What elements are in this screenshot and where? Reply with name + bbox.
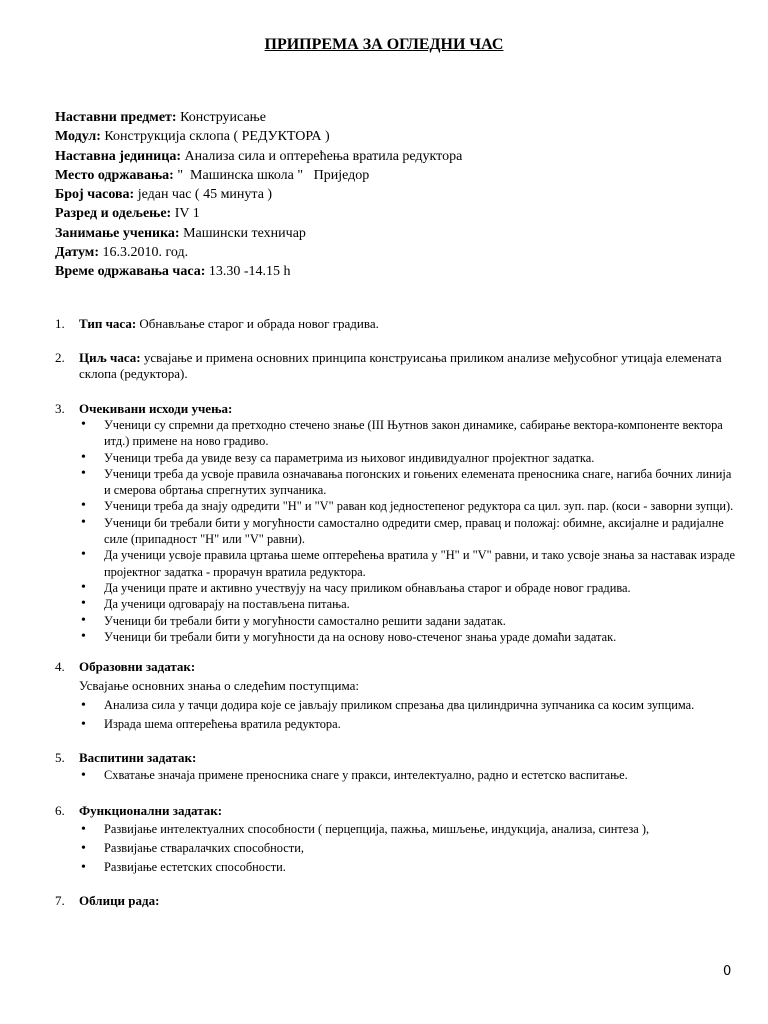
list-item: • Да ученици одговарају на постављена питања. bbox=[79, 596, 735, 612]
section-label: Циљ часа: bbox=[79, 349, 141, 365]
list-item: • Ученици су спремни да претходно стечено знање (III Њутнов закон динамике, сабирање вектора-компоненте вектора итд.) примене на ново градиво. bbox=[79, 417, 735, 450]
list-item: • Ученици треба да увиде везу са параметрима из њиховог индивидуалног пројектног задатка. bbox=[79, 450, 735, 466]
document-title: ПРИПРЕМА ЗА ОГЛЕДНИ ЧАС bbox=[264, 36, 504, 53]
meta-value: Анализа сила и оптерећења вратила редуктора bbox=[184, 148, 463, 164]
meta-label: Датум: bbox=[55, 245, 99, 261]
lesson-sections bbox=[55, 316, 735, 909]
section-number: 6. bbox=[55, 803, 65, 819]
meta-value: 16.3.2010. год. bbox=[102, 245, 189, 261]
list-item: • Израда шема оптерећења вратила редуктора. bbox=[79, 715, 735, 734]
section-lesson-goal bbox=[55, 350, 735, 383]
section-text: усвајање и примена основних принципа конструисања приликом анализе међусобног утицаја елемената склопа (редуктора). bbox=[79, 349, 722, 381]
meta-row-hours bbox=[55, 185, 735, 204]
list-item: • Ученици треба да знају одредити "H" и "V" раван код једностепеног редуктора са цил. зуп. пар. (коси - заворни зупци). bbox=[79, 498, 735, 514]
meta-row-location bbox=[55, 166, 735, 185]
meta-label: Место одржавања: bbox=[55, 167, 174, 183]
meta-row-date bbox=[55, 243, 735, 262]
meta-row-subject bbox=[55, 108, 735, 127]
meta-value: један час ( 45 минута ) bbox=[137, 187, 273, 203]
list-item: • Ученици би требали бити у могућности да на основу ново-стеченог знања ураде домаћи задатак. bbox=[79, 629, 735, 645]
meta-row-time bbox=[55, 262, 735, 281]
section-label: Функционални задатак: bbox=[79, 803, 223, 819]
meta-value: " Машинска школа " Приједор bbox=[177, 167, 370, 183]
list-item: • Ученици би требали бити у могућности самостално решити задани задатак. bbox=[79, 613, 735, 629]
section-text: Обнављање старог и обрада новог градива. bbox=[139, 316, 379, 331]
list-item: • Анализа сила у тачци додира које се јављају приликом спрезања два цилиндрична зупчаника са косим зупцима. bbox=[79, 696, 735, 715]
meta-row-class bbox=[55, 204, 735, 223]
list-item: • Схватање значаја примене преносника снаге у пракси, интелектуално, радно и естетско васпитање. bbox=[79, 766, 735, 785]
section-educational-task bbox=[55, 659, 735, 734]
section-label: Облици рада: bbox=[79, 892, 160, 908]
meta-row-module bbox=[55, 127, 735, 146]
section-learning-outcomes bbox=[55, 401, 735, 646]
section-label: Тип часа: bbox=[79, 316, 137, 331]
meta-label: Наставни предмет: bbox=[55, 110, 177, 125]
section-work-forms bbox=[55, 893, 735, 910]
section-functional-task bbox=[55, 803, 735, 877]
meta-label: Занимање ученика: bbox=[55, 225, 180, 241]
section-number: 2. bbox=[55, 349, 65, 365]
educational-task-list bbox=[55, 696, 735, 734]
meta-row-unit bbox=[55, 147, 735, 166]
lesson-metadata bbox=[55, 108, 735, 282]
section-number: 3. bbox=[55, 400, 65, 416]
meta-label: Наставна јединица: bbox=[55, 148, 181, 164]
meta-value: Конструкција склопа ( РЕДУКТОРА ) bbox=[104, 129, 330, 145]
page-number: 0 bbox=[723, 964, 732, 979]
list-item: • Развијање стваралачких способности, bbox=[79, 839, 735, 858]
section-number: 1. bbox=[55, 316, 65, 331]
list-item: • Развијање естетских способности. bbox=[79, 858, 735, 877]
list-item: • Развијање интелектуалних способности ( перцепција, пажња, мишљење, индукција, анализа, синтеза ), bbox=[79, 820, 735, 839]
section-label: Васпитини задатак: bbox=[79, 749, 197, 765]
list-item: • Да ученици прате и активно учествују на часу приликом обнављања старог и обраде новог градива. bbox=[79, 580, 735, 596]
section-upbringing-task bbox=[55, 750, 735, 786]
section-number: 4. bbox=[55, 659, 65, 675]
meta-value: IV 1 bbox=[174, 206, 200, 222]
meta-label: Време одржавања часа: bbox=[55, 264, 206, 280]
list-item: • Да ученици усвоје правила цртања шеме оптерећења вратила у "H" и "V" равни, и тако усвоје знања за наставак израде пројектног задатка - прорачун вратила редуктора. bbox=[79, 547, 735, 580]
meta-label: Разред и одељење: bbox=[55, 206, 172, 222]
list-item: • Ученици би требали бити у могућности самостално одредити смер, правац и положај: обимне, аксијалне и радијалне силе (припадност "H" или "V" равни). bbox=[79, 515, 735, 548]
meta-value: Машински техничар bbox=[183, 225, 306, 241]
section-label: Образовни задатак: bbox=[79, 659, 196, 675]
section-lesson-type bbox=[55, 316, 735, 333]
functional-task-list bbox=[55, 820, 735, 877]
list-item: • Ученици треба да усвоје правила означавања погонских и гоњених елемената преносника снаге, нагиба бочних линија и смерова обртања спрегнутих зупчаника. bbox=[79, 466, 735, 499]
upbringing-task-list bbox=[55, 766, 735, 785]
meta-label: Модул: bbox=[55, 129, 101, 145]
section-number: 5. bbox=[55, 749, 65, 765]
meta-value: 13.30 -14.15 h bbox=[208, 264, 291, 280]
section-label: Очекивани исходи учења: bbox=[79, 400, 233, 416]
outcomes-list bbox=[55, 417, 735, 645]
meta-row-occupation bbox=[55, 224, 735, 243]
meta-value: Конструисање bbox=[180, 110, 266, 125]
section-intro: Усвајање основних знања о следећим поступцима: bbox=[79, 677, 359, 693]
meta-label: Број часова: bbox=[55, 187, 135, 203]
section-number: 7. bbox=[55, 892, 65, 908]
